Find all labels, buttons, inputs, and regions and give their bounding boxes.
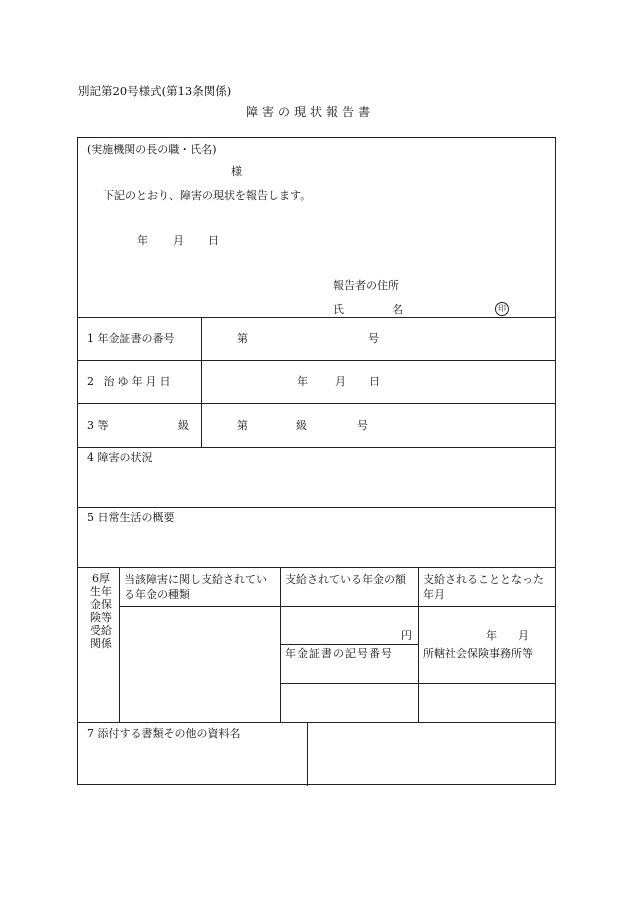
divider: [280, 644, 418, 645]
yen-unit: 円: [401, 629, 412, 642]
kousei-label: 6厚生年金保険等受給関係: [90, 572, 112, 650]
payment-start-header: 支給されることとなった年月: [423, 573, 544, 601]
divider: [280, 567, 281, 722]
divider: [78, 567, 555, 568]
report-date-year: 年: [137, 234, 148, 247]
pension-type-header: 当該障害に関し支給されている年金の種類: [124, 573, 267, 601]
divider: [78, 722, 555, 723]
report-date-day: 日: [208, 234, 219, 247]
divider: [78, 447, 555, 448]
divider: [119, 606, 555, 607]
report-form: [77, 137, 556, 785]
grade-dai: 第: [237, 419, 248, 432]
grade-label-kyu: 級: [178, 419, 189, 432]
grade-kyu: 級: [296, 419, 307, 432]
divider: [119, 567, 120, 722]
addressee-label: (実施機関の長の職・氏名): [87, 143, 217, 156]
daily-life-label: 5 日常生活の概要: [87, 511, 175, 524]
reporter-address-label: 報告者の住所: [333, 279, 399, 292]
cure-date-month: 月: [335, 375, 346, 388]
pension-amount-header: 支給されている年金の額: [285, 573, 406, 586]
intro-text: 下記のとおり、障害の現状を報告します。: [103, 189, 312, 202]
pension-number-label: 1 年金証書の番号: [87, 332, 175, 345]
reporter-name-label-1: 氏: [333, 303, 344, 316]
divider: [78, 360, 555, 361]
office-label: 所轄社会保険事務所等: [423, 647, 533, 660]
pension-number-go: 号: [368, 332, 379, 345]
document-title: 障害の現状報告書: [246, 105, 375, 119]
grade-label-no: 3 等: [87, 419, 109, 432]
attachments-label: 7 添付する書類その他の資料名: [87, 727, 241, 740]
reporter-name-label-2: 名: [392, 303, 403, 316]
divider: [201, 317, 202, 447]
cure-date-day: 日: [369, 375, 380, 388]
report-date-month: 月: [173, 234, 184, 247]
certificate-number-label: 年金証書の記号番号: [285, 647, 393, 660]
disability-status-label: 4 障害の状況: [87, 451, 153, 464]
divider: [307, 722, 308, 786]
cure-date-year: 年: [297, 375, 308, 388]
payment-start-month: 月: [518, 629, 529, 642]
payment-start-year: 年: [486, 629, 497, 642]
honorific-sama: 様: [231, 165, 242, 178]
form-number-label: 別記第20号様式(第13条関係): [78, 84, 232, 98]
divider: [78, 507, 555, 508]
divider: [418, 567, 419, 722]
seal-icon: 印: [495, 302, 509, 316]
divider: [78, 317, 555, 318]
divider: [78, 403, 555, 404]
grade-go: 号: [357, 419, 368, 432]
cure-date-label: 2 治ゆ年月日: [87, 375, 174, 388]
pension-number-dai: 第: [237, 332, 248, 345]
